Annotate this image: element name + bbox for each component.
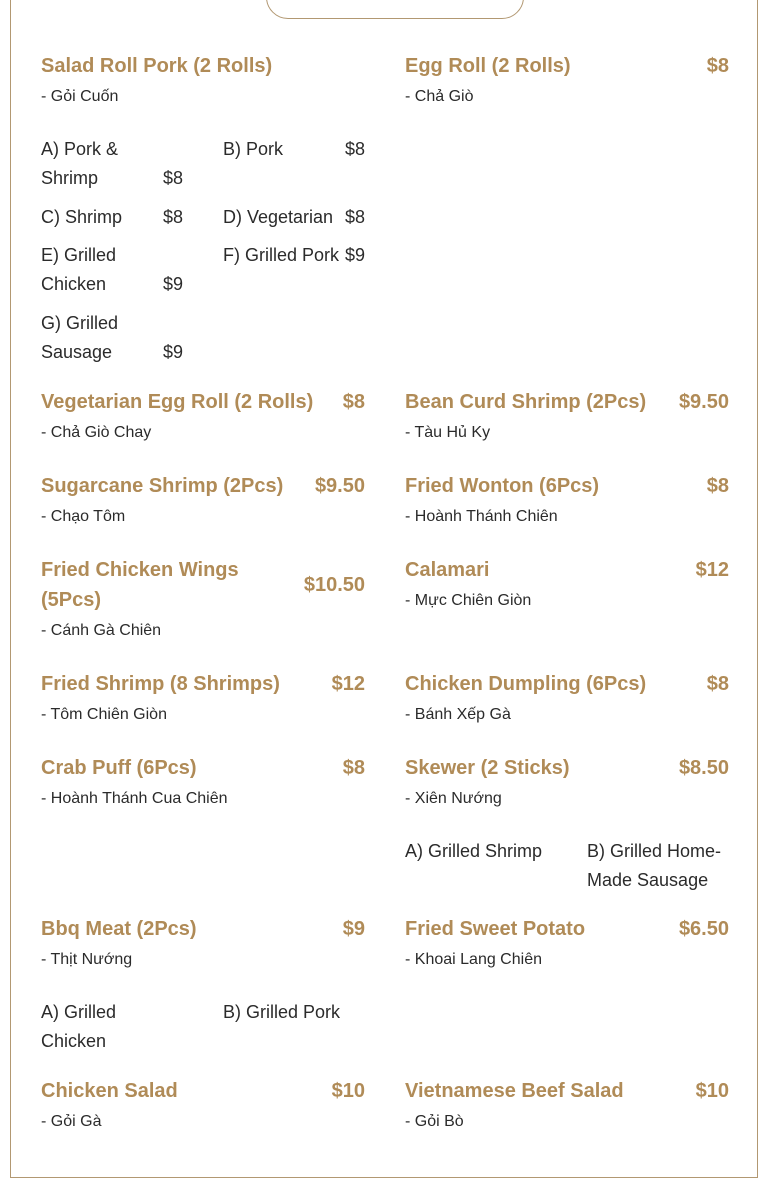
option-label: B) Pork (223, 139, 284, 159)
item-subtitle: - Thịt Nướng (41, 951, 133, 968)
item-name: Fried Shrimp (8 Shrimps) (41, 673, 280, 695)
menu-item-crab-puff (41, 753, 365, 809)
item-subtitle: - Tàu Hủ Ky (405, 424, 491, 441)
option-a (41, 135, 183, 193)
option-b (587, 837, 729, 895)
item-name: Sugarcane Shrimp (2Pcs) (41, 475, 284, 497)
item-price: $8 (706, 55, 729, 77)
menu-item-bbq-meat (41, 914, 365, 970)
item-price: $12 (695, 559, 729, 581)
item-name: Chicken Dumpling (6Pcs) (405, 673, 647, 695)
option-label: C) Shrimp (41, 207, 123, 227)
item-price: $8 (706, 673, 729, 695)
menu-item-calamari (405, 555, 729, 611)
menu-item-skewer (405, 753, 729, 809)
menu-item-egg-roll (405, 51, 729, 107)
option-price: $9 (344, 245, 365, 265)
item-name: Vietnamese Beef Salad (405, 1080, 624, 1102)
menu-item-sugarcane-shrimp (41, 471, 365, 527)
option-label: E) Grilled Chicken (41, 245, 117, 294)
option-e (41, 241, 183, 299)
menu-item-fried-shrimp (41, 669, 365, 725)
item-subtitle: - Bánh Xếp Gà (405, 706, 511, 723)
item-price: $8.50 (678, 757, 729, 779)
option-a (41, 998, 183, 1056)
option-label: B) Grilled Home-Made Sausage (587, 841, 722, 890)
item-name: Bean Curd Shrimp (2Pcs) (405, 391, 647, 413)
item-price: $9.50 (314, 475, 365, 497)
option-price: $8 (162, 207, 183, 227)
menu-item-vegetarian-egg-roll (41, 387, 365, 443)
item-price: $8 (706, 475, 729, 497)
option-label: A) Pork & Shrimp (41, 139, 119, 188)
item-subtitle: - Hoành Thánh Cua Chiên (41, 790, 228, 807)
option-b (223, 135, 365, 164)
item-subtitle: - Chả Giò (405, 88, 474, 105)
menu-item-fried-wonton (405, 471, 729, 527)
item-name: Egg Roll (2 Rolls) (405, 55, 571, 77)
item-price: $9 (342, 918, 365, 940)
option-price: $8 (344, 139, 365, 159)
item-subtitle: - Chả Giò Chay (41, 424, 152, 441)
item-price: $12 (331, 673, 365, 695)
item-name: Skewer (2 Sticks) (405, 757, 570, 779)
item-name: Calamari (405, 559, 490, 581)
item-name: Vegetarian Egg Roll (2 Rolls) (41, 391, 314, 413)
option-g (41, 309, 183, 367)
option-f (223, 241, 365, 270)
item-price: $10 (331, 1080, 365, 1102)
option-label: B) Grilled Pork (223, 1002, 341, 1022)
item-name: Bbq Meat (2Pcs) (41, 918, 197, 940)
menu-item-vietnamese-beef-salad (405, 1076, 729, 1132)
item-price: $10 (695, 1080, 729, 1102)
item-name: Fried Wonton (6Pcs) (405, 475, 600, 497)
menu-item-fried-sweet-potato (405, 914, 729, 970)
item-name: Chicken Salad (41, 1080, 178, 1102)
option-label: G) Grilled Sausage (41, 313, 119, 362)
item-name: Crab Puff (6Pcs) (41, 757, 197, 779)
menu-item-chicken-dumpling (405, 669, 729, 725)
item-subtitle: - Gỏi Gà (41, 1113, 102, 1130)
option-a (405, 837, 565, 866)
option-label: A) Grilled Shrimp (405, 841, 543, 861)
item-price: $10.50 (303, 574, 365, 596)
item-price: $9.50 (678, 391, 729, 413)
option-d (223, 203, 365, 232)
option-price: $8 (162, 168, 183, 188)
item-subtitle: - Cánh Gà Chiên (41, 622, 162, 639)
option-b (223, 998, 365, 1027)
category-tab[interactable] (266, 0, 524, 19)
option-label: D) Vegetarian (223, 207, 334, 227)
option-label: A) Grilled Chicken (41, 1002, 117, 1051)
item-subtitle: - Gỏi Bò (405, 1113, 464, 1130)
item-subtitle: - Tôm Chiên Giòn (41, 706, 167, 723)
option-c (41, 203, 183, 232)
item-name: Salad Roll Pork (2 Rolls) (41, 55, 273, 77)
item-subtitle: - Gỏi Cuốn (41, 88, 119, 105)
item-subtitle: - Chạo Tôm (41, 508, 126, 525)
menu-item-bean-curd-shrimp (405, 387, 729, 443)
option-price: $9 (162, 274, 183, 294)
item-name: Fried Sweet Potato (405, 918, 586, 940)
item-price: $6.50 (678, 918, 729, 940)
item-name: Fried Chicken Wings (5Pcs) (41, 559, 239, 611)
item-subtitle: - Khoai Lang Chiên (405, 951, 542, 968)
item-price: $8 (342, 391, 365, 413)
option-price: $8 (344, 207, 365, 227)
item-subtitle: - Xiên Nướng (405, 790, 502, 807)
item-subtitle: - Mực Chiên Giòn (405, 592, 532, 609)
menu-item-chicken-salad (41, 1076, 365, 1132)
menu-item-salad-roll (41, 51, 365, 107)
item-subtitle: - Hoành Thánh Chiên (405, 508, 558, 525)
menu-item-fried-chicken-wings (41, 555, 365, 641)
option-price: $9 (162, 342, 183, 362)
item-price: $8 (342, 757, 365, 779)
option-label: F) Grilled Pork (223, 245, 340, 265)
